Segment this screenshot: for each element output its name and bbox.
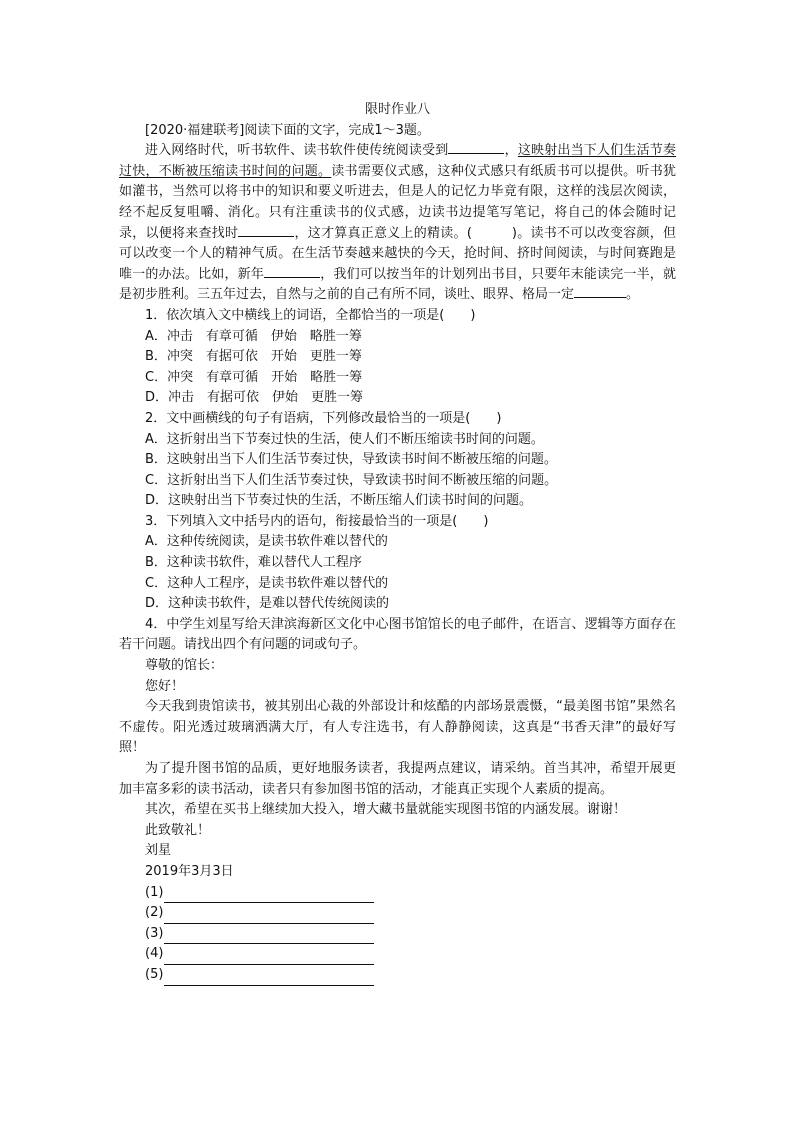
passage-text: ， (504, 143, 518, 159)
q3-option-c: C．这种人工程序，是读书软件难以替代的 (145, 575, 389, 591)
fill-blank-1 (448, 141, 504, 154)
answer-line-5[interactable] (119, 965, 676, 986)
letter-salutation: 尊敬的馆长： (145, 658, 224, 674)
letter-paragraph-2: 为了提升图书馆的品质，更好地服务读者，我提两点建议，请采纳。首当其冲，希望开展更加丰富多彩的读书活动，读者只有参加图书馆的活动，才能真正实现个人素质的提高。 (119, 761, 676, 797)
answer-blank[interactable] (164, 909, 374, 924)
letter-greeting: 您好！ (145, 678, 185, 694)
question-2-stem: 2．文中画横线的句子有语病，下列修改最恰当的一项是( ) (145, 410, 502, 426)
answer-blank[interactable] (164, 888, 374, 903)
q1-option-d: D．冲击 有据可依 伊始 更胜一筹 (145, 390, 364, 406)
passage-text: ，我们可以按当年的计划列出书目，只要年末能读完一半，就是初步胜利。三五年过去，自然与之前的自己有所不同，谈吐、眼界、格局一定 (119, 266, 676, 303)
answer-label: (5) (145, 966, 164, 982)
q2-option-c: C．这折射出当下人们生活节奏过快，导致读书时间不断被压缩的问题。 (145, 472, 558, 488)
fill-blank-2 (238, 224, 294, 237)
answer-blank[interactable] (164, 950, 374, 965)
passage-text: 进入网络时代，听书软件、读书软件使传统阅读受到 (145, 143, 449, 159)
q3-option-a: A．这种传统阅读，是读书软件难以替代的 (145, 534, 388, 550)
reading-passage (119, 141, 676, 306)
q1-option-a: A．冲击 有章可循 伊始 略胜一筹 (145, 328, 362, 344)
question-1-stem: 1．依次填入文中横线上的词语，全都恰当的一项是( ) (145, 307, 476, 323)
q2-option-b: B．这映射出当下人们生活节奏过快，导致读书时间不断被压缩的问题。 (145, 452, 557, 468)
q3-option-b: B．这种读书软件，难以替代人工程序 (145, 555, 362, 571)
letter-paragraph-1: 今天我到贵馆读书，被其别出心裁的外部设计和炫酷的内部场景震慑，“最美图书馆”果然名不虚传。阳光透过玻璃洒满大厅，有人专注选书，有人静静阅读，这真是“书香天津”的最好写照！ (119, 699, 676, 756)
passage-text: 读书需要仪式感，这种仪式感只有纸质书可以提供。听书犹如灌书，当然可以将书中的知识和要义听进去，但是人的记忆力毕竟有限，这样的浅层次阅读，经不起反复咀嚼、消化。只有注重读书的仪式感，边读书边提笔写笔记，将自己的体会随时记录，以便将来查找时 (119, 163, 676, 241)
fill-blank-3 (264, 265, 320, 278)
answer-line-1[interactable] (119, 883, 676, 904)
passage-text: 。 (626, 287, 640, 303)
answer-label: (2) (145, 905, 164, 921)
answer-line-4[interactable] (119, 944, 676, 965)
answer-label: (3) (145, 925, 164, 941)
fill-blank-4 (574, 285, 626, 298)
answer-label: (1) (145, 884, 164, 900)
q1-option-c: C．冲突 有章可循 开始 略胜一筹 (145, 369, 363, 385)
answer-line-2[interactable] (119, 903, 676, 924)
answer-blank[interactable] (164, 971, 374, 986)
letter-date: 2019年3月3日 (145, 863, 234, 879)
letter-signature: 刘星 (145, 843, 172, 859)
passage-text: ，这才算真正意义上的精读。( (294, 225, 472, 241)
question-3-stem: 3．下列填入文中括号内的语句，衔接最恰当的一项是( ) (145, 513, 489, 529)
answer-blank[interactable] (164, 929, 374, 944)
q1-option-b: B．冲突 有据可依 开始 更胜一筹 (145, 349, 362, 365)
q2-option-d: D．这映射出当下节奏过快的生活，不断压缩人们读书时间的问题。 (145, 493, 533, 509)
answer-line-3[interactable] (119, 924, 676, 945)
answer-label: (4) (145, 946, 164, 962)
q2-option-a: A．这折射出当下节奏过快的生活，使人们不断压缩读书时间的问题。 (145, 431, 544, 447)
underlined-sentence: 这映射出当下人们生活节奏过快，不断被压缩读书时间的问题。 (119, 143, 676, 179)
letter-paragraph-3: 其次，希望在买书上继续加大投入，增大藏书量就能实现图书馆的内涵发展。谢谢！ (145, 802, 627, 818)
question-4-stem: 4．中学生刘星写给天津滨海新区文化中心图书馆馆长的电子邮件，在语言、逻辑等方面存在若干问题。请找出四个有问题的词或句子。 (119, 616, 676, 653)
worksheet (119, 100, 676, 986)
passage-text: )。读书不可以改变容颜，但可以改变一个人的精神气质。在生活节奏越来越快的今天，抢时间、挤时间阅读，与时间赛跑是唯一的办法。比如，新年 (119, 225, 676, 282)
q3-option-d: D．这种读书软件，是难以替代传统阅读的 (145, 596, 390, 612)
letter-closing: 此致敬礼！ (145, 822, 211, 838)
page-title: 限时作业八 (364, 102, 430, 117)
intro-line: [2020·福建联考]阅读下面的文字，完成1～3题。 (145, 122, 430, 138)
